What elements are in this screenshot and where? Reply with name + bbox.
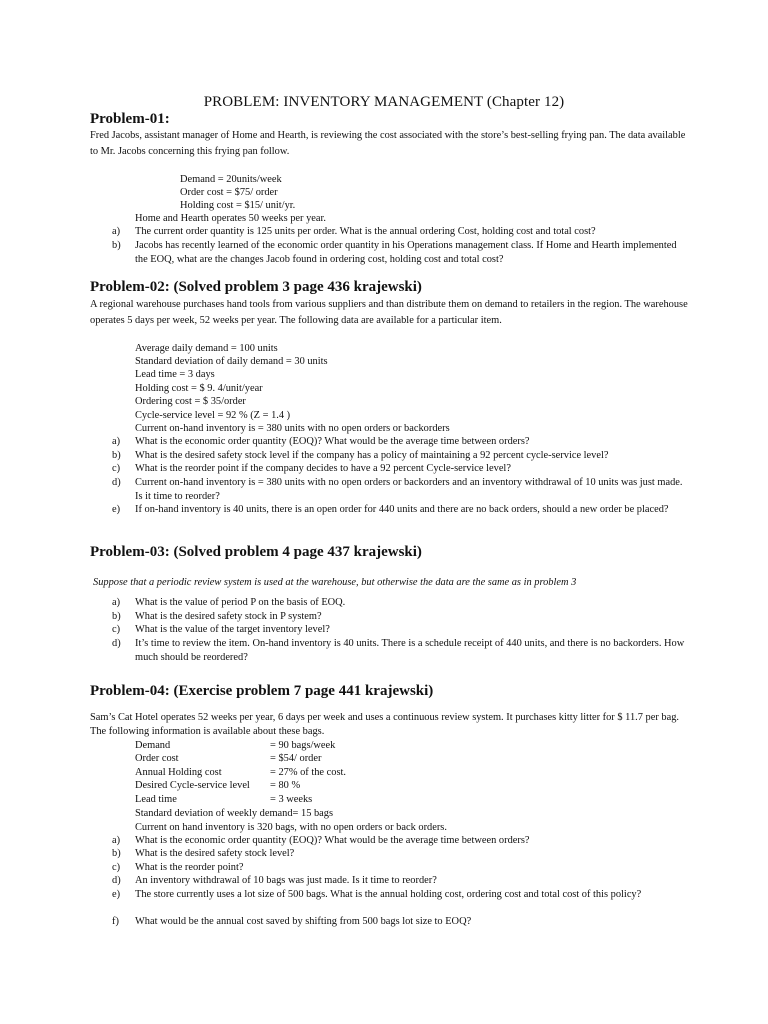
p2-item-label: c) [112, 463, 121, 474]
p1-demand: Demand = 20units/week [180, 174, 282, 185]
p4-data-value: = $54/ order [270, 753, 322, 764]
p3-item-text: It’s time to review the item. On-hand inventory is 40 units. There is a schedule receipt of 440 units, and there is no backorders. How much should be reordered? [135, 638, 685, 663]
p4-item-text: What is the economic order quantity (EOQ)? What would be the average time between orders? [135, 835, 530, 846]
p2-item-label: d) [112, 477, 121, 488]
p2-item-label: b) [112, 450, 121, 461]
p4-item-label: a) [112, 835, 121, 846]
p1-order-cost: Order cost = $75/ order [180, 187, 278, 198]
p4-data-value: = 3 weeks [270, 794, 313, 805]
problem-01-intro: Fred Jacobs, assistant manager of Home and Hearth, is reviewing the cost associated with the store’s best-selling frying pan. The data available to Mr. Jacobs concerning this frying pan follow. [90, 130, 686, 157]
p2-data-line: Ordering cost = $ 35/order [135, 396, 246, 407]
p3-item-text: What is the value of period P on the basis of EOQ. [135, 597, 346, 608]
p4-item-label: c) [112, 862, 121, 873]
p2-data-line: Holding cost = $ 9. 4/unit/year [135, 383, 263, 394]
p1-item-text: Jacobs has recently learned of the economic order quantity in his Operations management class. If Home and Hearth implemented the EOQ, what are the changes Jacob found in ordering cost, holding cost and total cost? [135, 240, 677, 265]
p2-data-line: Current on-hand inventory is = 380 units with no open orders or backorders [135, 423, 450, 434]
problem-03-heading: Problem-03: (Solved problem 4 page 437 krajewski) [90, 544, 422, 560]
p1-item-label: a) [112, 226, 121, 237]
p4-item-text: What would be the annual cost saved by shifting from 500 bags lot size to EOQ? [135, 916, 472, 927]
p4-data-value: = 27% of the cost. [270, 767, 346, 778]
p2-item-label: a) [112, 436, 121, 447]
p2-item-text: Current on-hand inventory is = 380 units with no open orders or backorders and an inventory withdrawal of 10 units was just made. Is it time to reorder? [135, 477, 683, 502]
p2-item-text: What is the reorder point if the company decides to have a 92 percent Cycle-service level? [135, 463, 511, 474]
p1-holding-cost: Holding cost = $15/ unit/yr. [180, 200, 296, 211]
p4-data-value: = 80 % [270, 780, 301, 791]
p2-data-line: Cycle-service level = 92 % (Z = 1.4 ) [135, 410, 291, 421]
p2-data-line: Lead time = 3 days [135, 369, 215, 380]
p4-data-key: Desired Cycle-service level [135, 780, 250, 791]
p3-item-label: d) [112, 638, 121, 649]
p4-data-key: Lead time [135, 794, 177, 805]
p2-item-text: If on-hand inventory is 40 units, there is an open order for 440 units and there are no back orders, should a new order be placed? [135, 504, 669, 515]
p1-item-label: b) [112, 240, 121, 251]
p4-item-label: f) [112, 916, 119, 927]
p4-item-text: The store currently uses a lot size of 500 bags. What is the annual holding cost, ordering cost and total cost of this policy? [135, 889, 642, 900]
p2-item-label: e) [112, 504, 121, 515]
p4-item-label: e) [112, 889, 121, 900]
p4-item-label: b) [112, 848, 121, 859]
p4-data-line: Standard deviation of weekly demand= 15 bags [135, 808, 334, 819]
p1-item-text: The current order quantity is 125 units per order. What is the annual ordering Cost, holding cost and total cost? [135, 226, 596, 237]
p2-item-text: What is the economic order quantity (EOQ)? What would be the average time between orders? [135, 436, 530, 447]
p4-data-key: Demand [135, 740, 171, 751]
p4-data-line: Current on hand inventory is 320 bags, with no open orders or back orders. [135, 822, 447, 833]
p2-data-line: Standard deviation of daily demand = 30 units [135, 356, 328, 367]
p4-item-text: An inventory withdrawal of 10 bags was just made. Is it time to reorder? [135, 875, 437, 886]
p3-item-label: c) [112, 624, 121, 635]
p4-data-value: = 90 bags/week [270, 740, 336, 751]
p3-item-label: b) [112, 611, 121, 622]
p2-item-text: What is the desired safety stock level if the company has a policy of maintaining a 92 percent cycle-service level? [135, 450, 609, 461]
p4-data-key: Order cost [135, 753, 179, 764]
page-title: PROBLEM: INVENTORY MANAGEMENT (Chapter 12) [203, 94, 565, 110]
p3-item-text: What is the value of the target inventory level? [135, 624, 330, 635]
p1-note: Home and Hearth operates 50 weeks per year. [135, 213, 326, 224]
problem-02-intro: A regional warehouse purchases hand tools from various suppliers and than distribute them on demand to retailers in the region. The warehouse operates 5 days per week, 52 weeks per year. The following data are available for a particular item. [90, 299, 688, 326]
problem-02-heading: Problem-02: (Solved problem 3 page 436 krajewski) [90, 279, 422, 295]
problem-04-intro: Sam’s Cat Hotel operates 52 weeks per year, 6 days per week and uses a continuous review system. It purchases kitty litter for $ 11.7 per bag. The following information is available about these bags. [90, 712, 679, 737]
problem-04-heading: Problem-04: (Exercise problem 7 page 441 krajewski) [90, 683, 434, 699]
p4-item-text: What is the reorder point? [135, 862, 244, 873]
p4-item-text: What is the desired safety stock level? [135, 848, 295, 859]
p4-data-key: Annual Holding cost [135, 767, 222, 778]
p3-item-label: a) [112, 597, 121, 608]
p3-item-text: What is the desired safety stock in P system? [135, 611, 322, 622]
p2-data-line: Average daily demand = 100 units [135, 343, 278, 354]
problem-03-intro: Suppose that a periodic review system is used at the warehouse, but otherwise the data are the same as in problem 3 [93, 577, 577, 588]
problem-01-heading: Problem-01: [90, 111, 170, 127]
p4-item-label: d) [112, 875, 121, 886]
